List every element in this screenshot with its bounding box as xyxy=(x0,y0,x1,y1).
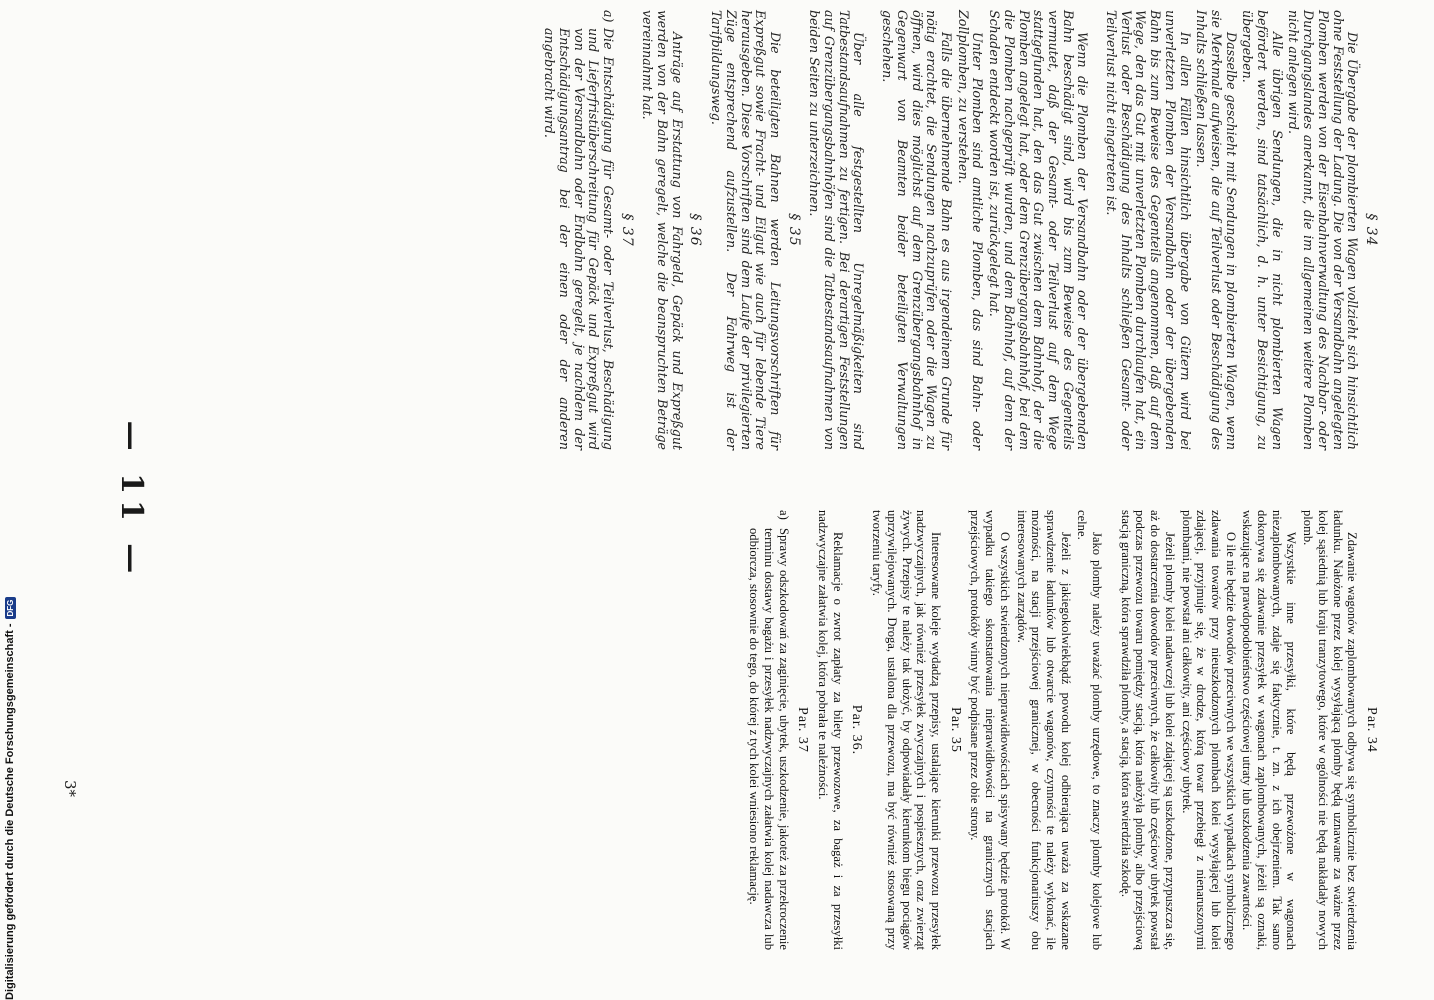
paragraph: Falls die übernehmende Bahn es aus irgendeinem Grunde für nötig erachtet, die Sendungen nachzuprüfen oder die Wagen zu öffnen, wird dies möglichst auf dem Grenzübergangsbahnhof in Gegenwart von Beamten beider beteiligten Verwaltungen geschehen. xyxy=(880,10,955,450)
paragraph: Zdawanie wagonów zaplombowanych odbywa się symbolicznie bez stwierdzenia ładunku. Nałożone przez kolej wysyłającą plomby będą uznawane za ważne przez kolej sąsiednią lub kraju tranzytowego, które w ogólności nie będą nakładały nowych plomb. xyxy=(1301,510,1360,950)
paragraph: Anträge auf Erstattung von Fahrgeld, Gepäck und Expreßgut werden von der Bahn geregelt, welche die beanspruchten Beträge vereinnahmt hat. xyxy=(640,10,685,450)
section-heading-36-pl: Par. 36. xyxy=(849,704,865,756)
paragraph: Wszystkie inne przesyłki, które będą przewożone w wagonach niezaplombowanych, zdaje się faktycznie, t. zn. z ich obejrzeniem. Tak samo dokonywa się zdawanie przesyłek w wagonach zaplombowanych, jeżeli są oznaki, wskazujące na prawdopodobieństwo częściowej utraty lub uszkodzenia zawartości. xyxy=(1240,510,1299,950)
paragraph: Dasselbe geschieht mit Sendungen in plombierten Wagen, wenn sie Merkmale aufweisen, die auf Teilverlust oder Beschädigung des Inhalts schließen lassen. xyxy=(1194,10,1239,450)
section-heading-34-pl: Par. 34 xyxy=(1364,707,1379,753)
section-heading-34-de: § 34 xyxy=(1363,213,1379,247)
signature-mark: 3* xyxy=(61,780,79,798)
paragraph: Wenn die Plomben der Versandbahn oder der übergebenden Bahn beschädigt sind, wird bis zum Beweise des Gegenteils vermutet, daß der Gesamt- oder Teilverlust auf dem Wege stattgefunden hat, den das Gut zwischen dem Bahnhof, der die Plomben angelegt hat, oder dem Grenzübergangsbahnhof, bei dem die Plomben nachgeprüft wurden, und dem Bahnhof, auf dem der Schaden entdeckt worden ist, zurückgelegt hat. xyxy=(987,10,1091,450)
sidebar-note xyxy=(0,0,20,1000)
section-heading-35-de: § 35 xyxy=(785,213,802,247)
german-column xyxy=(539,10,1384,450)
list-item xyxy=(541,10,615,450)
paragraph: Interesowane koleje wydadzą przepisy, ustalające kierunki przewozu przesyłek nadzwyczajnych, jak również przesyłek zwyczajnych i pospiesznych, oraz zwierząt żywych. Przepisy te należy tak ułożyć, by odpowiadały kierunkom biegu pociągów uprzywilejowanych. Droga, ustalona dla przewozu, ma być również stosowaną przy tworzeniu taryfy. xyxy=(870,510,944,950)
polish-column xyxy=(745,510,1384,950)
paragraph: Alle übrigen Sendungen, die in nicht plombierten Wagen befördert werden, sind tatsächlich, d. h. unter Besichtigung, zu übergeben. xyxy=(1240,10,1285,450)
item-marker: a) xyxy=(776,510,791,520)
item-text: Die Entschädigung für Gesamt- oder Teilverlust, Beschädigung und Lieferfristüberschreitung für Gepäck und Expreßgut wird von der Versandbahn oder Endbahn geregelt, je nachdem der Entschädigungsantrag bei der einen oder der anderen angebracht wird. xyxy=(542,28,616,450)
section-heading-37-pl: Par. 37 xyxy=(795,707,811,753)
section-heading-35-pl: Par. 35 xyxy=(947,707,963,753)
paragraph: Unter Plomben sind amtliche Plomben, das sind Bahn- oder Zollplomben, zu verstehen. xyxy=(955,10,986,450)
paragraph: Die beteiligten Bahnen werden Leitungsvorschriften für Expreßgut sowie Fracht- und Eilgut wie auch für lebende Tiere herausgeben. Diese Vorschriften sind dem Laufe der privilegierten Züge entsprechend aufzustellen. Der Fahrweg ist der Tarifbildungsweg. xyxy=(709,10,783,450)
paragraph: Jeżeli plomby kolei nadawczej lub kolei zdającej są uszkodzone, przypuszcza się, aż do dostarczenia dowodów przeciwnych, że całkowity lub częściowy ubytek powstał podczas przewozu towaru pomiędzy stacją, która nałożyła plomby, albo przejściową stacją graniczną, która sprawdziła plomby, a stacją, która stwierdziła szkodę. xyxy=(1118,510,1177,950)
section-heading-37-de: § 37 xyxy=(618,213,635,247)
paragraph: Jako plomby należy uważać plomby urzędowe, to znaczy plomby kolejowe lub celne. xyxy=(1075,510,1105,950)
dfg-logo-icon: DFG xyxy=(5,597,16,620)
paragraph: O ile nie będzie dowodów przeciwnych we wszystkich wypadkach symbolicznego zdawania towarów przy nieuszkodzonych plombach kolei wysyłającej lub kolei zdającej, przyjmuje się, że w drodze, którą towar przebiegł z nienaruszonymi plombami, nie powstał ani całkowity, ani częściowy ubytek. xyxy=(1179,510,1238,950)
section-heading-36-de: § 36 xyxy=(687,213,704,247)
paragraph: Jeżeli z jakiegokolwiekbądź powodu kolej odbierająca uważa za wskazane sprawdzenie ładunków lub otwarcie wagonów, czynności te należy wykonać, ile możności, na stacji przejściowej granicznej, w obecności funkcjonariuszy obu interesowanych zarządów. xyxy=(1014,510,1073,950)
paragraph: O wszystkich stwierdzonych nieprawidłowościach spisywany będzie protokół. W wypadku takiego skonstatowania nieprawidłowości na granicznych stacjach przejściowych, protokóły winny być podpisane przez obie strony. xyxy=(968,510,1012,950)
item-marker: a) xyxy=(600,10,616,23)
page-number: — 11 — xyxy=(114,420,149,580)
list-item xyxy=(747,510,791,950)
item-text: Sprawy odszkodowań za zaginięcie, ubytek, uszkodzenie, jakoteż za przekroczenie terminu dostawy bagażu i przesyłek nadzwyczajnych załatwia kolej nadawcza lub odbiorcza, stosownie do tego, do której z tych kolei wniesiono reklamację. xyxy=(747,528,791,950)
paragraph: Über alle festgestellten Unregelmäßigkeiten sind Tatbestandsaufnahmen zu fertigen. Bei derartigen Feststellungen auf Grenzübergangsbahnhöfen sind die Tatbestandsaufnahmen von beiden Seiten zu unterzeichnen. xyxy=(807,10,867,450)
paragraph: Reklamacje o zwrot zapłaty za bilety przewozowe, za bagaż i za przesyłki nadzwyczajne załatwia kolej, która pobrała te należności. xyxy=(816,510,845,950)
paragraph: In allen Fällen hinsichtlich übergabe von Gütern wird bei unverletzten Plomben der Versandbahn oder der übergebenden Bahn bis zum Beweise des Gegenteils angenommen, daß auf dem Wege, den das Gut mit unverletzten Plomben durchlaufen hat, ein Verlust oder Beschädigung des Inhalts schließen Gesamt- oder Teilverlust nicht eingetreten ist. xyxy=(1104,10,1193,450)
sidebar-note-text: Digitalisierung gefördert durch die Deutsche Forschungsgemeinschaft - xyxy=(4,623,16,1000)
paragraph: Die Übergabe der plombierten Wagen vollzieht sich hinsichtlich ohne Feststellung der Ladung. Die von der Versandbahn angelegten Plomben werden von der Eisenbahnverwaltung des Nachbar- oder Durchgangslandes anerkannt, die im allgemeinen weitere Plomben nicht anlegen wird. xyxy=(1286,10,1361,450)
